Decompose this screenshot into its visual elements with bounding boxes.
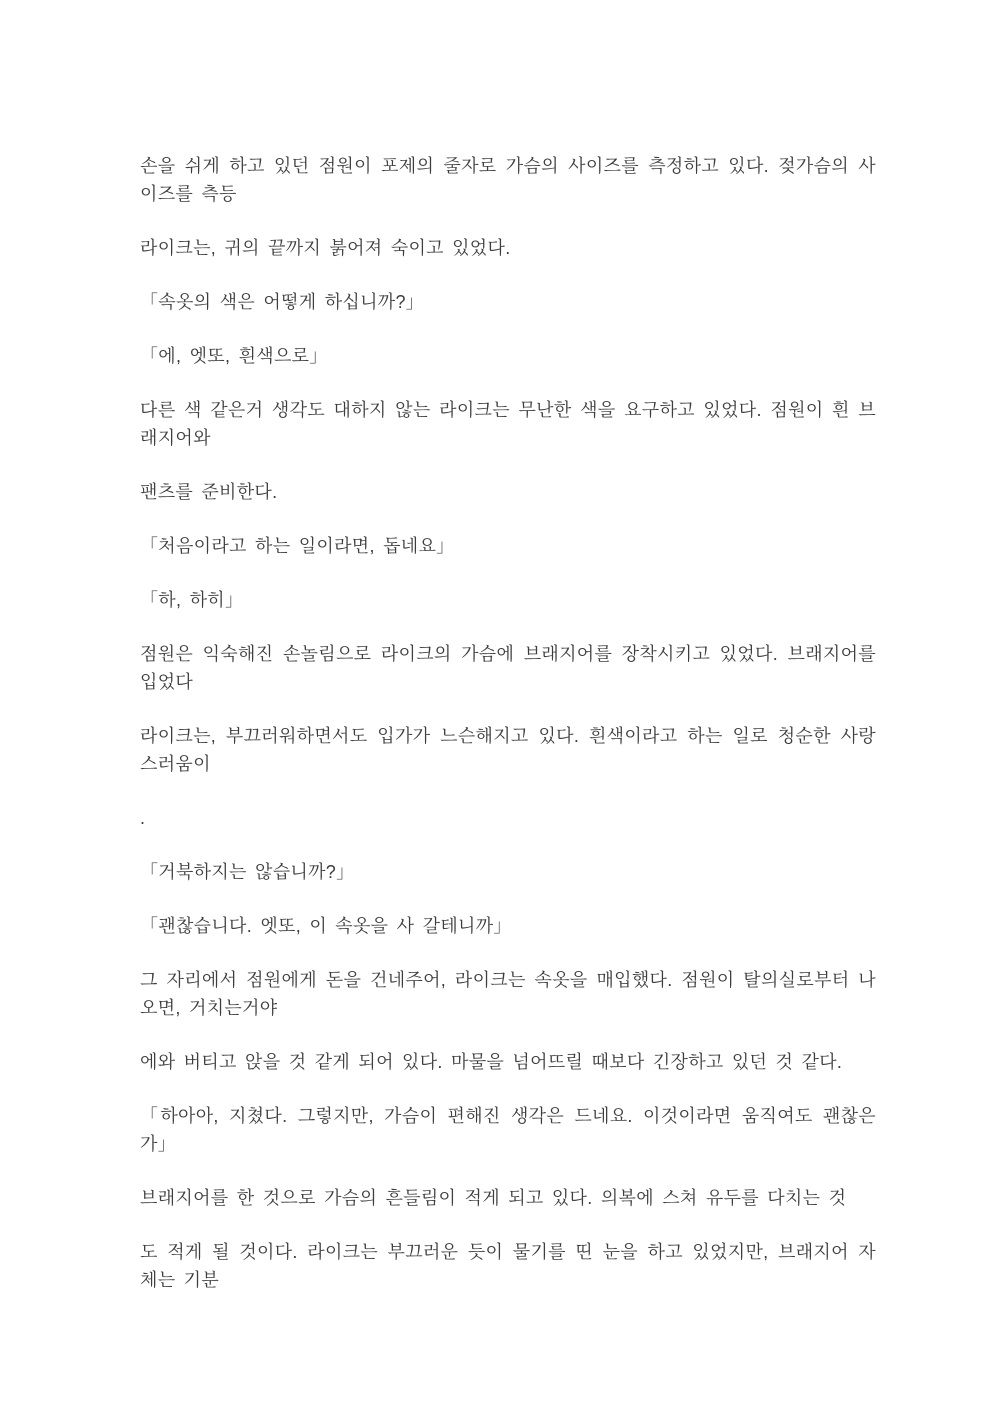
dialogue-paragraph: 「괜찮습니다. 엣또, 이 속옷을 사 갈테니까」	[140, 916, 512, 936]
dialogue-paragraph: 「하, 하히」	[140, 590, 244, 610]
narration-paragraph: 브래지어를 한 것으로 가슴의 흔들림이 적게 되고 있다. 의복에 스쳐 유두를 다치는 것	[140, 1188, 847, 1208]
narration-paragraph: 점원은 익숙해진 손놀림으로 라이크의 가슴에 브래지어를 장착시키고 있었다. 브래지어를 입었다	[140, 644, 876, 692]
narration-paragraph: 에와 버티고 앉을 것 같게 되어 있다. 마물을 넘어뜨릴 때보다 긴장하고 있던 것 같다.	[140, 1052, 843, 1072]
dialogue-paragraph: 「하아아, 지쳤다. 그렇지만, 가슴이 편해진 생각은 드네요. 이것이라면 움직여도 괜찮은가」	[140, 1106, 876, 1154]
narration-paragraph: 팬츠를 준비한다.	[140, 482, 278, 502]
dialogue-paragraph: 「처음이라고 하는 일이라면, 돕네요」	[140, 536, 455, 556]
narration-paragraph: 라이크는, 귀의 끝까지 붉어져 숙이고 있었다.	[140, 238, 511, 258]
narration-paragraph: .	[140, 808, 146, 828]
dialogue-paragraph: 「속옷의 색은 어떻게 하십니까?」	[140, 292, 425, 312]
narration-paragraph: 도 적게 될 것이다. 라이크는 부끄러운 듯이 물기를 띤 눈을 하고 있었지만, 브래지어 자체는 기분	[140, 1242, 876, 1290]
narration-paragraph: 라이크는, 부끄러워하면서도 입가가 느슨해지고 있다. 흰색이라고 하는 일로 청순한 사랑스러움이	[140, 726, 876, 774]
narration-paragraph: 다른 색 같은거 생각도 대하지 않는 라이크는 무난한 색을 요구하고 있었다. 점원이 흰 브래지어와	[140, 400, 876, 448]
dialogue-paragraph: 「거북하지는 않습니까?」	[140, 862, 355, 882]
narration-paragraph: 손을 쉬게 하고 있던 점원이 포제의 줄자로 가슴의 사이즈를 측정하고 있다. 젖가슴의 사이즈를 측등	[140, 156, 876, 204]
narration-paragraph: 그 자리에서 점원에게 돈을 건네주어, 라이크는 속옷을 매입했다. 점원이 탈의실로부터 나오면, 거치는거야	[140, 970, 876, 1018]
dialogue-paragraph: 「에, 엣또, 흰색으로」	[140, 346, 328, 366]
